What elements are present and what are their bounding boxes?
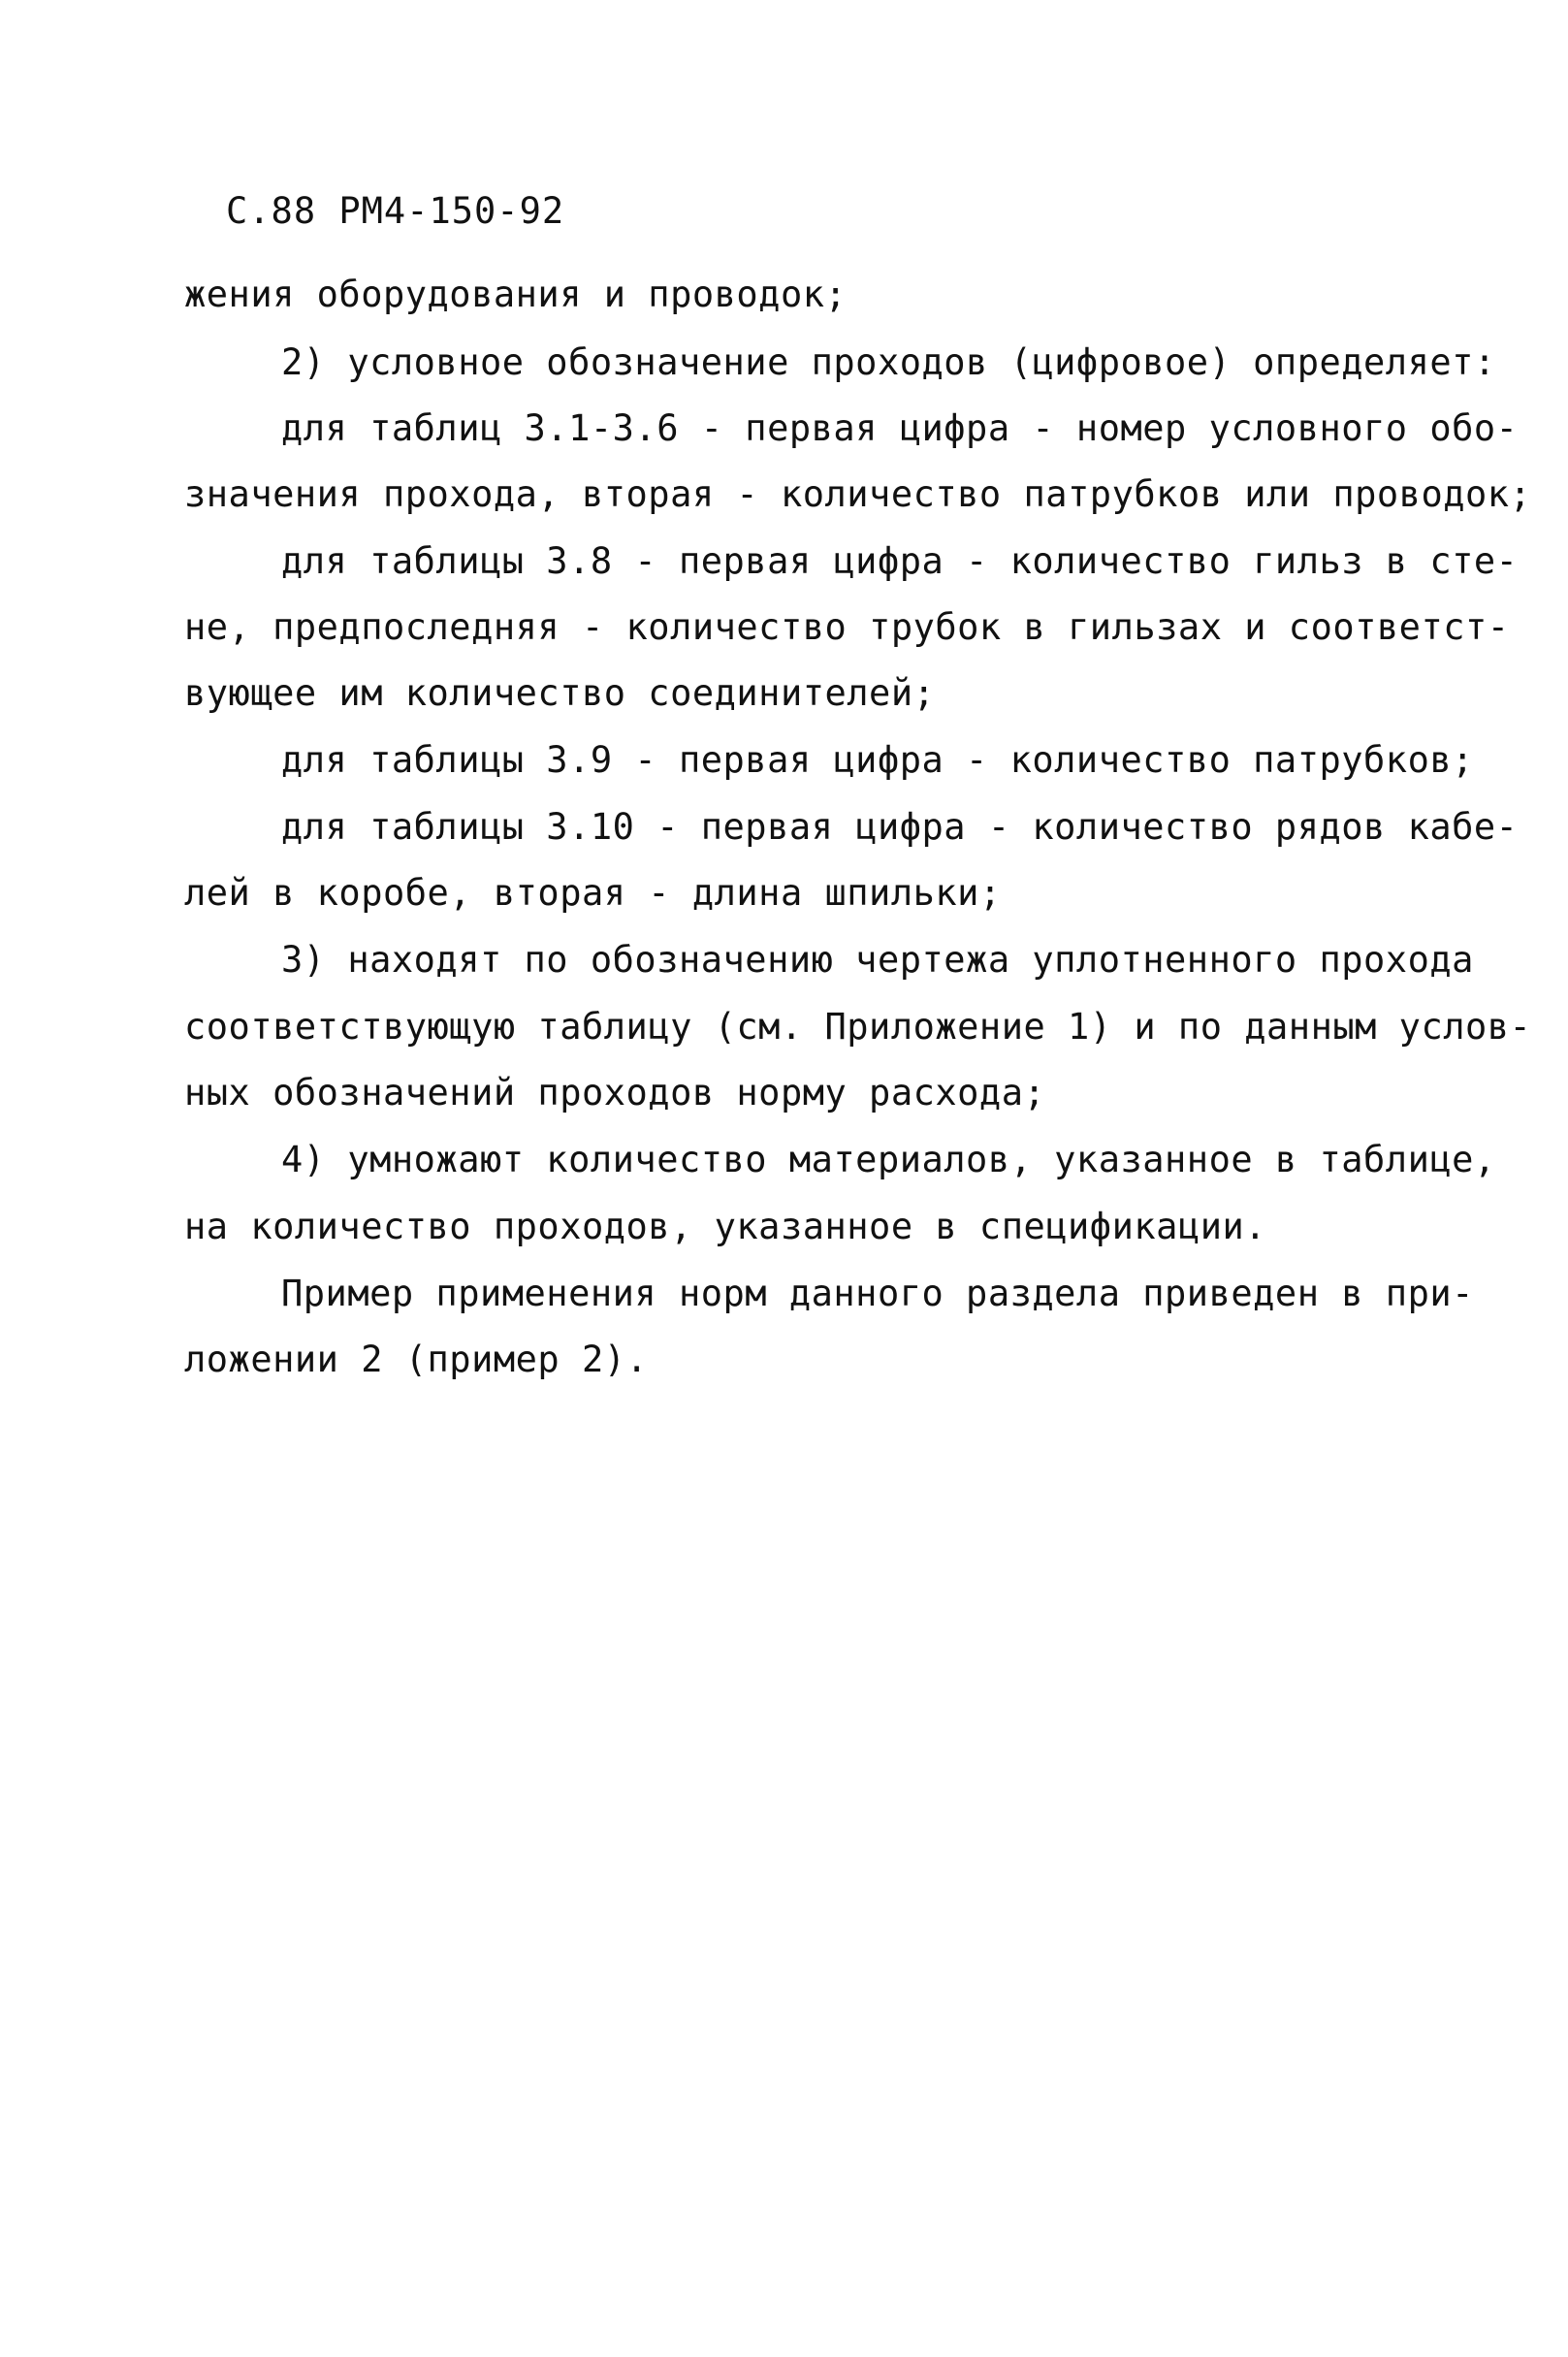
text-line-4: значения прохода, вторая - количество патрубков или проводок; xyxy=(184,473,1532,515)
text-line-14: 4) умножают количество материалов, указанное в таблице, xyxy=(281,1139,1496,1180)
text-line-8: для таблицы 3.9 - первая цифра - количество патрубков; xyxy=(281,739,1474,781)
page-header-code: С.88 РМ4-150-92 xyxy=(226,190,565,232)
text-line-12: соответствующую таблицу (см. Приложение 1) и по данным услов- xyxy=(184,1006,1532,1048)
text-line-6: не, предпоследняя - количество трубок в гильзах и соответст- xyxy=(184,606,1510,648)
text-line-15: на количество проходов, указанное в спецификации. xyxy=(184,1206,1267,1247)
text-line-10: лей в коробе, вторая - длина шпильки; xyxy=(184,872,1002,914)
text-line-2: 2) условное обозначение проходов (цифровое) определяет: xyxy=(281,341,1496,383)
text-line-17: ложении 2 (пример 2). xyxy=(184,1339,649,1380)
text-line-7: вующее им количество соединителей; xyxy=(184,672,936,714)
text-line-1: жения оборудования и проводок; xyxy=(184,274,848,315)
text-line-11: 3) находят по обозначению чертежа уплотненного прохода xyxy=(281,939,1474,981)
text-line-3: для таблиц 3.1-3.6 - первая цифра - номер условного обо- xyxy=(281,407,1519,449)
text-line-5: для таблицы 3.8 - первая цифра - количество гильз в сте- xyxy=(281,540,1519,582)
text-line-13: ных обозначений проходов норму расхода; xyxy=(184,1072,1046,1114)
text-line-9: для таблицы 3.10 - первая цифра - количество рядов кабе- xyxy=(281,806,1519,848)
text-line-16: Пример применения норм данного раздела приведен в при- xyxy=(281,1273,1474,1314)
